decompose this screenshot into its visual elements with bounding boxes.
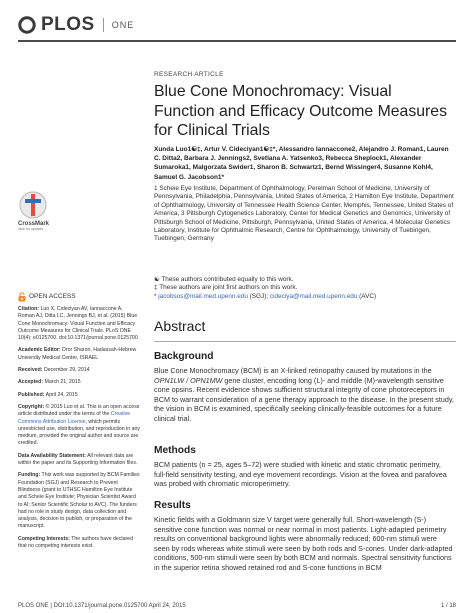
data-availability-text: All relevant data are within the paper and its Supporting Information files. [18, 452, 138, 467]
crossmark-sublabel: click for updates [18, 227, 44, 231]
accepted-date: March 21, 2015 [43, 379, 81, 386]
abstract-rule [154, 341, 456, 342]
open-access-lock-icon [18, 292, 26, 302]
author-list: Xunda Luo1☯‡, Artur V. Cideciyan1☯‡*, Alessandro Iannaccone2, Alejandro J. Roman1, Lauren C. Ditta2, Barbara J. Jennings2, Svetlana A. Yatsenko3, Rebecca Sheplock1, Alexander Sumaroka1, Malgorzata Swider1, Sharon B. Schwartz1, Bernd Wissinger4, Susanne Kohl4, Samuel G. Jacobson1* [154, 146, 449, 181]
competing-interests-label: Competing Interests: [18, 535, 70, 542]
logo-journal: ONE [111, 20, 135, 30]
copyright-block [18, 404, 140, 448]
published-block [18, 392, 140, 399]
editor-text: Dror Sharon, Hadassah-Hebrew University Medical Center, ISRAEL [18, 347, 137, 361]
funding-label: Funding: [18, 472, 41, 479]
received-date: December 29, 2014 [42, 367, 90, 374]
background-paragraph [154, 366, 454, 424]
editor-label: Academic Editor: [18, 347, 61, 354]
funding-text: This work was supported by BCM Families Foundation (SGJ) and Research to Prevent Blindness (grant to UTHSC Hamilton Eye Institute and Scheie Eye Institute; Physician Scientist Award to AI; Senior Scientific Scholar to AVC). The funders had no role in study design, data collection and analysis, decision to publish, or preparation of the manuscript. [18, 472, 140, 530]
copyright-label: Copyright: [18, 403, 45, 410]
methods-heading: Methods [154, 445, 196, 456]
plos-logo-icon [18, 16, 36, 34]
page-footer [18, 603, 456, 609]
background-text: Blue Cone Monochromacy (BCM) is an X-linked retinopathy caused by mutations in the [154, 366, 432, 375]
methods-paragraph: BCM patients (n = 25, ages 5–72) were studied with kinetic and static chromatic perimetry, full-field sensitivity testing, and eye movement recordings. Vision at the fovea and parafovea was probed with chromatic microperimetry. [154, 460, 447, 489]
received-label: Received: [18, 367, 43, 374]
results-paragraph: Kinetic fields with a Goldmann size V target were generally full. Short-wavelength (S-) sensitive cone function was normal or near normal in most patients. Light-adapted perimetry results on conventional background lights were abnormally reduced; 600-nm stimuli were seen by rods whereas white stimuli were seen by both rods and S-cones. Under dark-adapted conditions, 500-nm stimuli were seen by both BCM and normals. Spectral sensitivity functions in the superior retina showed retained rod and S-cone functions in BCM [154, 515, 453, 572]
competing-interests-text: The authors have declared that no competing interests exist. [18, 535, 133, 550]
page-number: 1 / 18 [440, 603, 456, 609]
header-rule [18, 40, 456, 42]
article-info-sidebar [18, 292, 140, 555]
equal-contribution-note: ☯ These authors contributed equally to this work. [154, 276, 294, 283]
open-access-label: OPEN ACCESS [29, 293, 76, 301]
results-heading: Results [154, 500, 191, 511]
abstract-heading: Abstract [154, 318, 206, 334]
plos-one-logo[interactable] [18, 14, 134, 36]
affiliations: 1 Scheie Eye Institute, Department of Ophthalmology, Perelman School of Medicine, University of Pennsylvania, Philadelphia, Pennsylvania, United States of America, 2 Hamilton Eye Institute, Department of Ophthalmology, University of Tennessee Health Science Center, Memphis, Tennessee, United States of America, 3 Pittsburgh Cytogenetics Laboratory, Center for Medical Genetics and Genomics, University of Pittsburgh School of Medicine, Pittsburgh, Pennsylvania, United States of America, 4 Molecular Genetics Laboratory, Institute for Ophthalmic Research, Centre for Ophthalmology, University of Tuebingen, Tuebingen, Germany [154, 185, 454, 243]
correspondence-line [154, 293, 454, 301]
joint-first-note: ‡ These authors are joint first authors on this work. [154, 284, 298, 292]
received-block [18, 367, 140, 374]
copyright-text-end: , which permits unrestricted use, distribution, and reproduction in any medium, provided the original author and source are credited. [18, 418, 140, 447]
logo-text: PLOS [41, 14, 95, 35]
footer-citation: PLOS ONE | DOI:10.1371/journal.pone.0125700 April 24, 2015 [18, 603, 186, 609]
correspondence-marker: * [154, 292, 159, 300]
crossmark-icon [18, 190, 48, 220]
citation-label: Citation: [18, 306, 40, 312]
logo-divider [103, 18, 104, 32]
article-type: RESEARCH ARTICLE [154, 71, 224, 78]
accepted-label: Accepted: [18, 379, 44, 386]
background-heading: Background [154, 351, 214, 362]
published-date: April 24, 2015 [44, 391, 78, 398]
data-availability-label: Data Availability Statement: [18, 452, 86, 459]
competing-interests-block [18, 536, 140, 551]
accepted-block [18, 379, 140, 386]
open-access-heading [18, 292, 140, 302]
gene-name: OPN1LW / OPN1MW [154, 375, 223, 385]
author-notes [154, 276, 454, 301]
email-link-jacobson[interactable]: jacobsos@mail.med.upenn.edu [158, 292, 248, 300]
article-title: Blue Cone Monochromacy: Visual Function and Efficacy Outcome Measures for Clinical Trials [154, 83, 447, 139]
funding-block [18, 472, 140, 530]
citation-block [18, 306, 140, 342]
data-availability-block [18, 453, 140, 468]
editor-block [18, 347, 140, 362]
background-text-cont: gene cluster, encoding long (L)- and middle (M)-wavelength sensitive cone opsins. Recent evidence shows sufficient structural integrity of cone photoreceptors in BCM to warrant consideration of a gene therapy approach to the disease. In the present study, the vision in BCM is examined, specifically seeking clinically-feasible outcomes for a future clinical trial. [154, 375, 454, 423]
email-link-cideciyan[interactable]: cideciya@mail.med.upenn.edu [269, 292, 358, 300]
published-label: Published: [18, 391, 45, 398]
license-link[interactable]: Creative Commons Attribution License [18, 411, 131, 425]
citation-text: Luo X, Cideciyan AV, Iannaccone A, Roman AJ, Ditta LC, Jennings BJ, et al. (2015) Blue Cone Monochromacy: Visual Function and Efficacy Outcome Measures for Clinical Trials. PLoS ONE 10(4): e0125700. doi:10.1371/journal.pone.0125700 [18, 306, 138, 342]
email-owner-2: (AVC) [357, 292, 377, 300]
copyright-text: © 2015 Luo et al. This is an open access article distributed under the terms of the [18, 403, 140, 418]
email-owner-1: (SGJ); [247, 292, 270, 300]
crossmark-badge[interactable] [18, 190, 49, 231]
crossmark-label: CrossMark [18, 221, 50, 227]
